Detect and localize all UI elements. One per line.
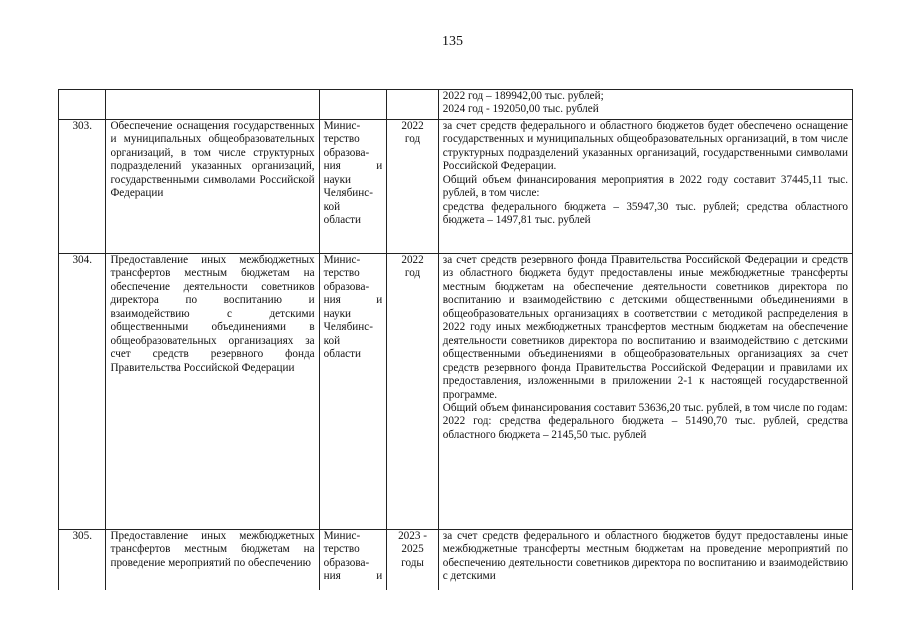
description-paragraph: за счет средств федерального и областного бюджетов будут предоставлены иные межбюджетные трансферты местным бюджетам на проведение мероприятий по обеспечению деятельности советников директора по воспитанию и взаимодействию с детскими xyxy=(442,530,848,583)
year-cell: 2022 год xyxy=(387,120,439,254)
year-cell xyxy=(387,90,439,120)
row-number: 305. xyxy=(59,530,106,590)
measure-name: Предоставление иных межбюджетных трансфертов местным бюджетам на обеспечение деятельности советников директора по воспитанию и взаимодействию с детскими общественными объединениями в общеобразовательных организациях за счет средств резервного фонда Правительства Российской Федерации xyxy=(106,254,319,530)
description-paragraph: средства федерального бюджета – 35947,30 тыс. рублей; средства областного бюджета – 1497,81 тыс. рублей xyxy=(442,200,848,227)
num-cell xyxy=(59,90,106,120)
description-paragraph: за счет средств резервного фонда Правительства Российской Федерации и средств из областного бюджета будут предоставлены иные межбюджетные трансферты местным бюджетам на обеспечение деятельности советников директора по воспитанию и взаимодействию с детскими общественными объединениями в общеобразовательных организациях в соответствии с методикой распределения в 2022 году иных межбюджетных трансфертов местным бюджетам на обеспечение деятельности советников директора по воспитанию и взаимодействию с детскими общественными объединениями в общеобразовательных организациях за счет средств резервного фонда Правительства Российской Федерации и правилами их предоставления, изложенными в приложении 2-1 к настоящей государственной программе. xyxy=(442,254,848,401)
description-paragraph: за счет средств федерального и областного бюджетов будет обеспечено оснащение государственных и муниципальных общеобразовательных организаций, в том числе структурных подразделений указанных организаций, государственными символами Российской Федерации. xyxy=(442,120,848,173)
description-cell xyxy=(438,90,852,120)
table-row xyxy=(59,120,853,254)
executor-cell xyxy=(319,90,387,120)
page-number: 135 xyxy=(442,34,463,49)
description-paragraph: 2022 год: средства федерального бюджета – 51490,70 тыс. рублей, средства областного бюджета – 2145,50 тыс. рублей xyxy=(442,415,848,441)
executor-cell: Минис- терство образова- ния и xyxy=(319,530,387,590)
table-row xyxy=(59,90,853,120)
top-line-1: 2022 год – 189942,00 тыс. рублей; xyxy=(442,90,604,102)
description-cell xyxy=(438,120,852,254)
row-number: 303. xyxy=(59,120,106,254)
measures-table xyxy=(58,89,853,590)
table-row xyxy=(59,254,853,530)
name-cell xyxy=(106,90,319,120)
executor-cell: Минис- терство образова- ния и науки Челябинс- кой области xyxy=(319,120,387,254)
measure-name: Предоставление иных межбюджетных трансфертов местным бюджетам на проведение мероприятий по обеспечению xyxy=(106,530,319,590)
description-paragraph: Общий объем финансирования мероприятия в 2022 году составит 37445,11 тыс. рублей, в том числе: xyxy=(442,173,848,200)
table-row xyxy=(59,530,853,590)
year-cell: 2023 - 2025 годы xyxy=(387,530,439,590)
measure-name: Обеспечение оснащения государственных и муниципальных общеобразовательных организаций, в том числе структурных подразделений указанных организаций, государственными символами Российской Федерации xyxy=(106,120,319,254)
description-paragraph: Общий объем финансирования составит 53636,20 тыс. рублей, в том числе по годам: xyxy=(442,401,848,414)
description-cell xyxy=(438,530,852,590)
year-cell: 2022 год xyxy=(387,254,439,530)
row-number: 304. xyxy=(59,254,106,530)
top-line-2: 2024 год - 192050,00 тыс. рублей xyxy=(442,103,599,116)
description-cell xyxy=(438,254,852,530)
executor-cell: Минис- терство образова- ния и науки Челябинс- кой области xyxy=(319,254,387,530)
